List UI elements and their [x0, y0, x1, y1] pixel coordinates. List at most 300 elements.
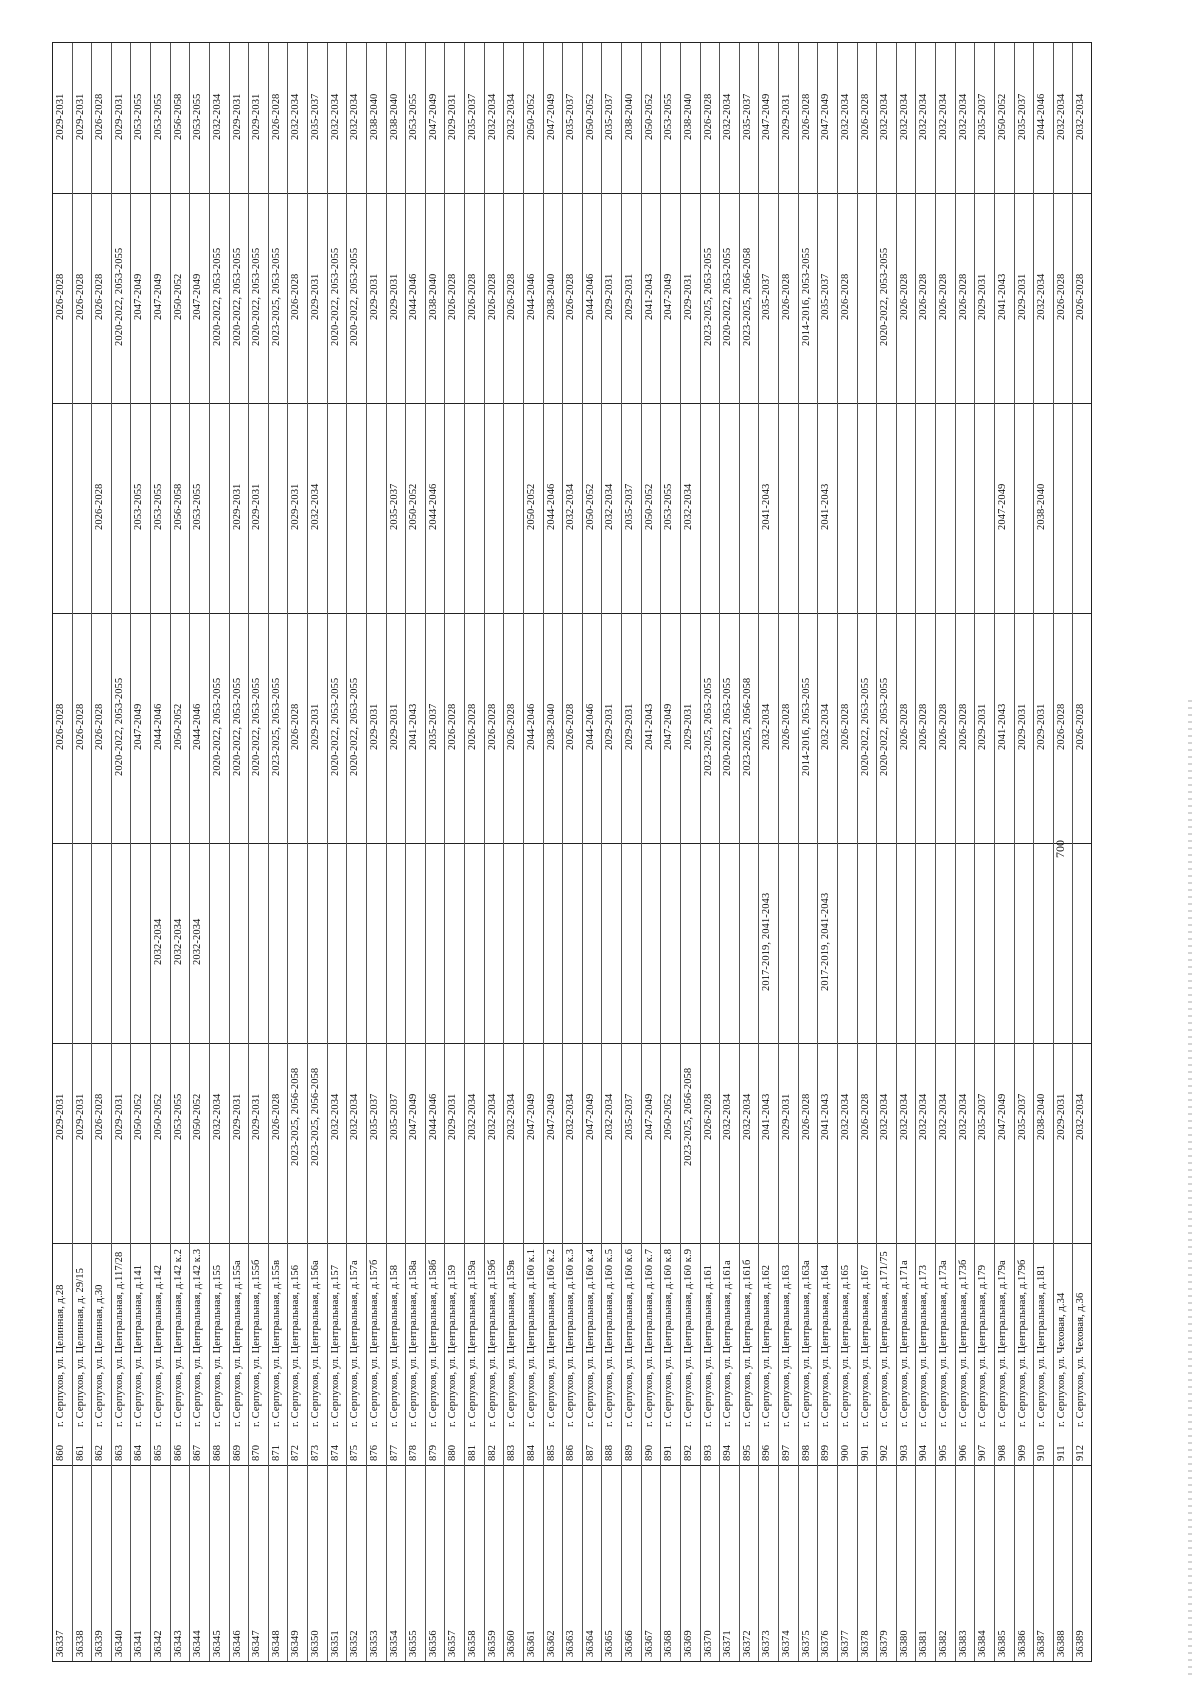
cell-c5: 2029-2031	[388, 273, 400, 321]
row-separator	[817, 43, 818, 1661]
cell-c5: 2029-2031	[624, 273, 636, 321]
cell-row-id: 36345	[211, 1630, 223, 1657]
cell-c5: 2038-2040	[427, 273, 439, 321]
cell-c3: 2026-2028	[1075, 703, 1087, 751]
cell-c2	[310, 846, 326, 1038]
row-separator	[778, 43, 779, 1661]
cell-address: г. Серпухов, ул. Центральная, д.158	[388, 1264, 400, 1427]
cell-c5: 2029-2031	[310, 273, 322, 321]
cell-c6: 2032-2034	[918, 93, 930, 141]
cell-c4	[330, 406, 346, 608]
cell-c1: 2032-2034	[898, 1093, 910, 1141]
cell-address: г. Серпухов, ул. Центральная, д.173	[918, 1264, 930, 1427]
cell-row-id: 36351	[329, 1630, 341, 1657]
cell-c5: 2014-2016, 2053-2055	[800, 247, 812, 347]
cell-c1: 2032-2034	[604, 1093, 616, 1141]
cell-address: г. Серпухов, ул. Центральная, д.163	[781, 1264, 793, 1427]
cell-c6: 2047-2049	[820, 93, 832, 141]
cell-c5: 2026-2028	[957, 273, 969, 321]
cell-row-id: 36359	[486, 1630, 498, 1657]
cell-c2	[369, 846, 385, 1038]
cell-c3: 2044-2046	[192, 703, 204, 751]
cell-c2	[330, 846, 346, 1038]
cell-row-id: 36358	[467, 1630, 479, 1657]
cell-c1: 2050-2052	[133, 1093, 145, 1141]
cell-c5: 2020-2022, 2053-2055	[231, 247, 243, 347]
cell-c4	[114, 406, 130, 608]
cell-row-id: 36364	[584, 1630, 596, 1657]
cell-c3: 2050-2052	[172, 703, 184, 751]
cell-row-id: 36380	[898, 1630, 910, 1657]
cell-c1: 2038-2040	[1036, 1093, 1048, 1141]
cell-c3: 2047-2049	[133, 703, 145, 751]
cell-row-id: 36361	[525, 1630, 537, 1657]
cell-c1: 2029-2031	[231, 1093, 243, 1141]
cell-c6: 2026-2028	[859, 93, 871, 141]
cell-c2: 2017-2019, 2041-2043	[820, 892, 832, 992]
cell-c4: 2044-2046	[545, 483, 557, 531]
cell-c3: 2026-2028	[55, 703, 66, 751]
cell-c5: 2026-2028	[467, 273, 479, 321]
cell-number: 869	[231, 1444, 243, 1461]
cell-c3: 2026-2028	[74, 703, 86, 751]
cell-row-id: 36356	[427, 1630, 439, 1657]
row-separator	[837, 43, 838, 1661]
cell-c4	[899, 406, 915, 608]
row-separator	[405, 43, 406, 1661]
cell-address: г. Серпухов, ул. Центральная, д.164	[820, 1264, 832, 1427]
cell-c5: 2029-2031	[368, 273, 380, 321]
cell-row-id: 36389	[1075, 1630, 1087, 1657]
cell-c6: 2050-2052	[584, 93, 596, 141]
cell-c2	[1017, 846, 1033, 1038]
row-separator	[444, 43, 445, 1661]
cell-c4	[212, 406, 228, 608]
cell-c4	[487, 406, 503, 608]
cell-address: г. Серпухов, ул. Чеховая, д.34	[1055, 1292, 1067, 1427]
row-separator	[523, 43, 524, 1661]
cell-c2	[526, 846, 542, 1038]
cell-c3: 2026-2028	[1055, 703, 1067, 751]
cell-c2	[290, 846, 306, 1038]
cell-c5: 2020-2022, 2053-2055	[329, 247, 341, 347]
cell-c3: 2029-2031	[310, 703, 322, 751]
cell-address: г. Серпухов, ул. Центральная, д.158б	[427, 1259, 439, 1427]
cell-address: г. Серпухов, ул. Центральная, д.179а	[996, 1260, 1008, 1427]
cell-c5	[860, 196, 876, 398]
cell-c1: 2053-2055	[172, 1093, 184, 1141]
cell-c2	[133, 846, 149, 1038]
cell-c3: 2020-2022, 2053-2055	[329, 677, 341, 777]
cell-c6: 2053-2055	[408, 93, 420, 141]
cell-number: 908	[996, 1444, 1008, 1461]
cell-c1: 2029-2031	[781, 1093, 793, 1141]
cell-c5: 2020-2022, 2053-2055	[113, 247, 125, 347]
cell-address: г. Серпухов, ул. Центральная, д.156а	[310, 1260, 322, 1427]
cell-c6: 2032-2034	[879, 93, 891, 141]
cell-c6: 2032-2034	[839, 93, 851, 141]
cell-number: 902	[879, 1444, 891, 1461]
cell-c5: 2041-2043	[643, 273, 655, 321]
cell-number: 897	[781, 1444, 793, 1461]
cell-address: г. Серпухов, ул. Центральная, д.158а	[408, 1260, 420, 1427]
cell-c6: 2029-2031	[55, 93, 66, 141]
cell-c2	[624, 846, 640, 1038]
cell-c6: 2032-2034	[329, 93, 341, 141]
cell-row-id: 36346	[231, 1630, 243, 1657]
cell-address: г. Серпухов, ул. Центральная, д.160 к.1	[525, 1248, 537, 1427]
cell-c2	[271, 846, 287, 1038]
cell-c4: 2053-2055	[153, 483, 165, 531]
cell-c6: 2053-2055	[153, 93, 165, 141]
cell-number: 872	[290, 1444, 302, 1461]
cell-row-id: 36375	[800, 1630, 812, 1657]
cell-number: 877	[388, 1444, 400, 1461]
row-separator	[209, 43, 210, 1661]
row-separator	[111, 43, 112, 1661]
cell-row-id: 36388	[1055, 1630, 1067, 1657]
cell-c2	[899, 846, 915, 1038]
cell-c1: 2047-2049	[408, 1093, 420, 1141]
cell-c4: 2032-2034	[682, 483, 694, 531]
cell-c1: 2026-2028	[800, 1093, 812, 1141]
cell-c4: 2026-2028	[94, 483, 106, 531]
cell-row-id: 36357	[447, 1630, 459, 1657]
cell-c1: 2047-2049	[643, 1093, 655, 1141]
cell-c5: 2026-2028	[486, 273, 498, 321]
cell-c4	[447, 406, 463, 608]
row-separator	[582, 43, 583, 1661]
cell-c4	[55, 406, 71, 608]
cell-c5: 2020-2022, 2053-2055	[211, 247, 223, 347]
cell-c4	[722, 406, 738, 608]
cell-c1: 2035-2037	[1016, 1093, 1028, 1141]
cell-number: 886	[565, 1444, 577, 1461]
cell-c2	[585, 846, 601, 1038]
cell-c3: 2044-2046	[525, 703, 537, 751]
cell-c4: 2053-2055	[663, 483, 675, 531]
cell-c1: 2044-2046	[427, 1093, 439, 1141]
cell-c5: 2047-2049	[133, 273, 145, 321]
cell-c2	[232, 846, 248, 1038]
cell-number: 884	[525, 1444, 537, 1461]
cell-c6: 2050-2052	[525, 93, 537, 141]
cell-row-id: 36352	[349, 1630, 361, 1657]
cell-row-id: 36382	[938, 1630, 950, 1657]
cell-row-id: 36383	[957, 1630, 969, 1657]
cell-c2	[212, 846, 228, 1038]
row-separator	[562, 43, 563, 1661]
cell-c3: 2029-2031	[682, 703, 694, 751]
cell-c6: 2035-2037	[310, 93, 322, 141]
cell-row-id: 36369	[682, 1630, 694, 1657]
cell-c6: 2026-2028	[94, 93, 106, 141]
cell-c1: 2023-2025, 2056-2058	[290, 1067, 302, 1167]
cell-c4	[1075, 406, 1091, 608]
cell-row-id: 36377	[839, 1630, 851, 1657]
cell-c5: 2029-2031	[682, 273, 694, 321]
cell-c5: 2044-2046	[408, 273, 420, 321]
cell-row-id: 36386	[1016, 1630, 1028, 1657]
cell-c5: 2026-2028	[290, 273, 302, 321]
rotated-table	[52, 42, 1092, 1662]
cell-c4: 2032-2034	[604, 483, 616, 531]
cell-c4: 2032-2034	[565, 483, 577, 531]
cell-c3: 2029-2031	[624, 703, 636, 751]
cell-number: 879	[427, 1444, 439, 1461]
row-separator	[915, 43, 916, 1661]
cell-row-id: 36372	[741, 1630, 753, 1657]
cell-c5: 2020-2022, 2053-2055	[722, 247, 734, 347]
row-separator	[425, 43, 426, 1661]
cell-c5: 2020-2022, 2053-2055	[251, 247, 263, 347]
cell-c3: 2020-2022, 2053-2055	[859, 677, 871, 777]
cell-number: 895	[741, 1444, 753, 1461]
cell-c6: 2038-2040	[368, 93, 380, 141]
cell-c4	[938, 406, 954, 608]
cell-c3: 2026-2028	[918, 703, 930, 751]
cell-c6: 2026-2028	[270, 93, 282, 141]
cell-address: г. Серпухов, ул. Центральная, д.179б	[1016, 1259, 1028, 1427]
cell-number: 905	[938, 1444, 950, 1461]
cell-c4: 2044-2046	[427, 483, 439, 531]
cell-c1: 2050-2052	[663, 1093, 675, 1141]
cell-c1: 2029-2031	[1055, 1093, 1067, 1141]
cell-row-id: 36343	[172, 1630, 184, 1657]
cell-address: г. Серпухов, ул. Центральная, д.159б	[486, 1259, 498, 1427]
cell-c3: 2026-2028	[290, 703, 302, 751]
cell-c1: 2041-2043	[761, 1093, 773, 1141]
cell-row-id: 36341	[133, 1630, 145, 1657]
cell-address: г. Серпухов, ул. Центральная, д.159в	[506, 1259, 518, 1427]
cell-c4: 2035-2037	[624, 483, 636, 531]
cell-c3: 2038-2040	[545, 703, 557, 751]
row-separator	[484, 43, 485, 1661]
cell-row-id: 36348	[270, 1630, 282, 1657]
cell-c5: 2047-2049	[663, 273, 675, 321]
cell-address: г. Серпухов, ул. Центральная, д.155б	[251, 1259, 263, 1427]
cell-address: г. Серпухов, ул. Центральная, д.156	[290, 1264, 302, 1427]
cell-address: г. Серпухов, ул. Центральная, д.157	[329, 1264, 341, 1427]
cell-c4	[781, 406, 797, 608]
cell-c1: 2032-2034	[741, 1093, 753, 1141]
cell-number: 910	[1036, 1444, 1048, 1461]
cell-c5: 2020-2022, 2053-2055	[879, 247, 891, 347]
cell-c4: 2056-2058	[172, 483, 184, 531]
cell-c4: 2050-2052	[408, 483, 420, 531]
cell-c1: 2032-2034	[918, 1093, 930, 1141]
cell-c5: 2026-2028	[781, 273, 793, 321]
cell-c3: 2032-2034	[820, 703, 832, 751]
cell-c1: 2032-2034	[467, 1093, 479, 1141]
cell-c5: 2032-2034	[1036, 273, 1048, 321]
cell-row-id: 36349	[290, 1630, 302, 1657]
row-separator	[327, 43, 328, 1661]
cell-c5: 2026-2028	[506, 273, 518, 321]
cell-c6: 2038-2040	[682, 93, 694, 141]
cell-c2	[251, 846, 267, 1038]
cell-number: 861	[74, 1444, 86, 1461]
row-separator	[700, 43, 701, 1661]
cell-c3: 2029-2031	[977, 703, 989, 751]
cell-row-id: 36366	[624, 1630, 636, 1657]
cell-c5: 2023-2025, 2056-2058	[741, 247, 753, 347]
cell-c1: 2029-2031	[251, 1093, 263, 1141]
cell-row-id: 36342	[153, 1630, 165, 1657]
cell-number: 900	[839, 1444, 851, 1461]
cell-c6: 2047-2049	[427, 93, 439, 141]
cell-c5: 2026-2028	[565, 273, 577, 321]
cell-number: 896	[761, 1444, 773, 1461]
cell-c4: 2041-2043	[820, 483, 832, 531]
cell-c1: 2032-2034	[349, 1093, 361, 1141]
cell-c6: 2044-2046	[1036, 93, 1048, 141]
cell-c1: 2050-2052	[192, 1093, 204, 1141]
cell-c4	[75, 406, 91, 608]
cell-c6: 2053-2055	[133, 93, 145, 141]
cell-c4	[958, 406, 974, 608]
cell-c2	[94, 846, 110, 1038]
cell-c2	[860, 846, 876, 1038]
cell-number: 892	[682, 1444, 694, 1461]
cell-c1: 2032-2034	[565, 1093, 577, 1141]
row-separator	[386, 43, 387, 1661]
cell-address: г. Серпухов, ул. Центральная, д.160 к.3	[565, 1248, 577, 1427]
cell-c3: 2020-2022, 2053-2055	[722, 677, 734, 777]
cell-c4: 2053-2055	[192, 483, 204, 531]
cell-c1: 2032-2034	[722, 1093, 734, 1141]
cell-c3: 2029-2031	[368, 703, 380, 751]
cell-row-id: 36370	[702, 1630, 714, 1657]
cell-c5: 2044-2046	[584, 273, 596, 321]
cell-c5: 2047-2049	[153, 273, 165, 321]
cell-address: г. Серпухов, ул. Центральная, д.157а	[349, 1260, 361, 1427]
cell-c3: 2026-2028	[781, 703, 793, 751]
cell-c2	[428, 846, 444, 1038]
cell-address: г. Серпухов, ул. Центральная, д.117/28	[113, 1251, 125, 1427]
cell-c3: 2026-2028	[898, 703, 910, 751]
cell-c5: 2026-2028	[938, 273, 950, 321]
cell-address: г. Серпухов, ул. Центральная, д.179	[977, 1264, 989, 1427]
cell-address: г. Серпухов, ул. Центральная, д.142	[153, 1264, 165, 1427]
cell-address: г. Серпухов, ул. Центральная, д.161б	[741, 1259, 753, 1427]
cell-c1: 2029-2031	[55, 1093, 66, 1141]
cell-c2	[546, 846, 562, 1038]
cell-c3: 2026-2028	[486, 703, 498, 751]
row-separator	[876, 43, 877, 1661]
cell-row-id: 36387	[1036, 1630, 1048, 1657]
cell-c1: 2029-2031	[113, 1093, 125, 1141]
cell-c4: 2050-2052	[643, 483, 655, 531]
cell-c2	[918, 846, 934, 1038]
cell-address: г. Серпухов, ул. Центральная, д.160 к.4	[584, 1248, 596, 1427]
cell-c2	[487, 846, 503, 1038]
row-separator	[248, 43, 249, 1661]
cell-number: 876	[368, 1444, 380, 1461]
cell-c4: 2050-2052	[525, 483, 537, 531]
cell-c2	[349, 846, 365, 1038]
cell-c3: 2023-2025, 2053-2055	[702, 677, 714, 777]
cell-c3: 2029-2031	[388, 703, 400, 751]
row-separator	[660, 43, 661, 1661]
cell-c3: 2020-2022, 2053-2055	[879, 677, 891, 777]
cell-c3: 2014-2016, 2053-2055	[800, 677, 812, 777]
cell-c6: 2032-2034	[349, 93, 361, 141]
row-separator	[170, 43, 171, 1661]
cell-address: г. Серпухов, ул. Целинная, д. 29/15	[74, 1268, 86, 1427]
cell-row-id: 36367	[643, 1630, 655, 1657]
cell-c5: 2026-2028	[94, 273, 106, 321]
cell-c3: 2026-2028	[938, 703, 950, 751]
cell-c3: 2023-2025, 2053-2055	[270, 677, 282, 777]
cell-c1: 2032-2034	[938, 1093, 950, 1141]
cell-c6: 2026-2028	[702, 93, 714, 141]
cell-address: г. Серпухов, ул. Центральная, д.159	[447, 1264, 459, 1427]
cell-row-id: 36344	[192, 1630, 204, 1657]
cell-c4	[1017, 406, 1033, 608]
cell-c1: 2029-2031	[447, 1093, 459, 1141]
cell-c1: 2047-2049	[584, 1093, 596, 1141]
cell-row-id: 36378	[859, 1630, 871, 1657]
cell-c4	[271, 406, 287, 608]
cell-c3: 2026-2028	[565, 703, 577, 751]
cell-address: г. Серпухов, ул. Центральная, д.155	[211, 1264, 223, 1427]
cell-c4	[977, 406, 993, 608]
cell-c2	[1075, 846, 1091, 1038]
cell-c3: 2041-2043	[408, 703, 420, 751]
table-border	[1091, 43, 1092, 1661]
cell-c2	[683, 846, 699, 1038]
cell-row-id: 36338	[74, 1630, 86, 1657]
cell-c2	[1056, 846, 1072, 1038]
row-separator	[130, 43, 131, 1661]
cell-c3: 2020-2022, 2053-2055	[349, 677, 361, 777]
cell-c4: 2029-2031	[251, 483, 263, 531]
cell-row-id: 36376	[820, 1630, 832, 1657]
row-separator	[366, 43, 367, 1661]
cell-c2	[389, 846, 405, 1038]
cell-c2	[840, 846, 856, 1038]
cell-c2: 2017-2019, 2041-2043	[761, 892, 773, 992]
cell-c5: 2020-2022, 2053-2055	[349, 247, 361, 347]
cell-c2	[801, 846, 817, 1038]
cell-c4: 2038-2040	[1036, 483, 1048, 531]
cell-c4: 2053-2055	[133, 483, 145, 531]
cell-number: 890	[643, 1444, 655, 1461]
cell-number: 868	[211, 1444, 223, 1461]
row-separator	[680, 43, 681, 1661]
cell-c1: 2041-2043	[820, 1093, 832, 1141]
cell-c6: 2050-2052	[643, 93, 655, 141]
cell-c3: 2044-2046	[584, 703, 596, 751]
cell-c6: 2053-2055	[192, 93, 204, 141]
cell-row-id: 36384	[977, 1630, 989, 1657]
cell-row-id: 36355	[408, 1630, 420, 1657]
cell-number: 911	[1055, 1445, 1067, 1461]
row-separator	[464, 43, 465, 1661]
row-separator	[72, 43, 73, 1661]
cell-c5: 2026-2028	[839, 273, 851, 321]
cell-c1: 2050-2052	[153, 1093, 165, 1141]
cell-address: г. Серпухов, ул. Центральная, д.155а	[231, 1260, 243, 1427]
row-separator	[974, 43, 975, 1661]
cell-row-id: 36381	[918, 1630, 930, 1657]
cell-c1: 2026-2028	[270, 1093, 282, 1141]
cell-c2	[977, 846, 993, 1038]
cell-number: 904	[918, 1444, 930, 1461]
cell-c1: 2032-2034	[1075, 1093, 1087, 1141]
cell-c6: 2029-2031	[447, 93, 459, 141]
